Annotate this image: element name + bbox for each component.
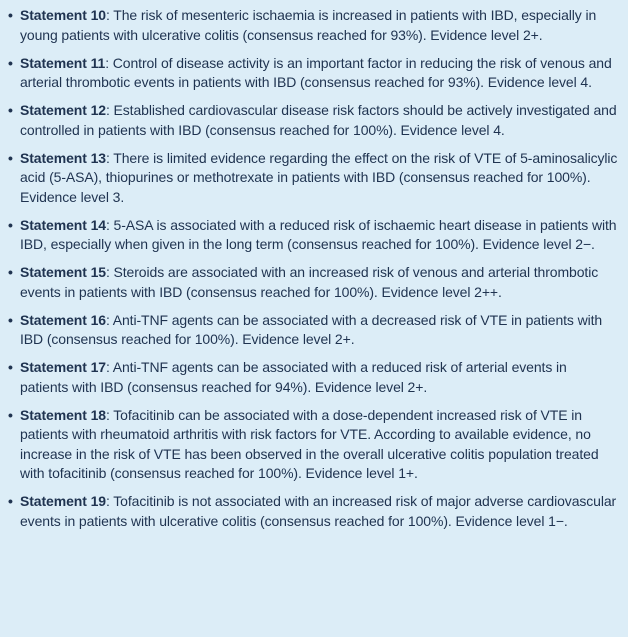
statement-label: Statement 11 xyxy=(20,54,106,71)
statement-label: Statement 14 xyxy=(20,216,106,233)
statement-item xyxy=(8,216,618,255)
bullet-icon: • xyxy=(8,264,13,280)
bullet-icon: • xyxy=(8,7,13,23)
statement-item xyxy=(8,149,618,208)
bullet-icon: • xyxy=(8,493,13,509)
statement-text: : There is limited evidence regarding the effect on the risk of VTE of 5-aminosalicylic acid (5-ASA), thiopurines or methotrexate in patients with IBD (consensus reached for 100%). Evidence level 3. xyxy=(20,149,618,205)
bullet-icon: • xyxy=(8,54,13,71)
statement-label: Statement 12 xyxy=(20,102,106,118)
bullet-icon: • xyxy=(8,149,13,166)
statement-text: : The risk of mesenteric ischaemia is increased in patients with IBD, especially in young patients with ulcerative colitis (consensus reached for 93%). Evidence level 2+. xyxy=(20,7,597,43)
statement-item xyxy=(8,358,618,397)
statement-label: Statement 10 xyxy=(20,7,106,23)
statement-item xyxy=(8,101,618,140)
statement-label: Statement 16 xyxy=(20,311,106,328)
bullet-icon: • xyxy=(8,406,13,423)
statement-text: : Tofacitinib is not associated with an increased risk of major adverse cardiovascular events in patients with ulcerative colitis (consensus reached for 100%). Evidence level 1−. xyxy=(20,493,617,529)
bullet-icon: • xyxy=(8,102,13,118)
bullet-icon: • xyxy=(8,311,13,328)
statement-item xyxy=(8,263,618,302)
statement-item xyxy=(8,54,618,93)
statement-text: : Anti-TNF agents can be associated with a reduced risk of arterial events in patients with IBD (consensus reached for 94%). Evidence level 2+. xyxy=(20,359,567,395)
statement-label: Statement 13 xyxy=(20,149,106,166)
statement-text: : Tofacitinib can be associated with a dose-dependent increased risk of VTE in patients with rheumatoid arthritis with risk factors for VTE. According to available evidence, no increase in the risk of VTE has been observed in the overall ulcerative colitis population treated with tofacitinib (consensus reached for 100%). Evidence level 1+. xyxy=(20,406,599,481)
statement-text: : Control of disease activity is an important factor in reducing the risk of venous and arterial thrombotic events in patients with IBD (consensus reached for 93%). Evidence level 4. xyxy=(20,54,612,90)
statement-text: : 5-ASA is associated with a reduced risk of ischaemic heart disease in patients with IBD, especially when given in the long term (consensus reached for 100%). Evidence level 2−. xyxy=(20,216,617,252)
statements-list xyxy=(8,6,618,531)
statement-item xyxy=(8,492,618,531)
statement-text: : Established cardiovascular disease risk factors should be actively investigated and controlled in patients with IBD (consensus reached for 100%). Evidence level 4. xyxy=(20,102,617,138)
statement-label: Statement 19 xyxy=(20,493,106,509)
bullet-icon: • xyxy=(8,216,13,233)
statement-label: Statement 17 xyxy=(20,359,106,375)
statement-text: : Anti-TNF agents can be associated with a decreased risk of VTE in patients with IBD (consensus reached for 100%). Evidence level 2+. xyxy=(20,311,603,347)
statement-item xyxy=(8,6,618,45)
statement-text: : Steroids are associated with an increased risk of venous and arterial thrombotic events in patients with IBD (consensus reached for 100%). Evidence level 2++. xyxy=(20,264,599,300)
statement-item xyxy=(8,406,618,484)
statement-item xyxy=(8,311,618,350)
bullet-icon: • xyxy=(8,359,13,375)
statement-label: Statement 18 xyxy=(20,406,106,423)
statement-label: Statement 15 xyxy=(20,264,106,280)
